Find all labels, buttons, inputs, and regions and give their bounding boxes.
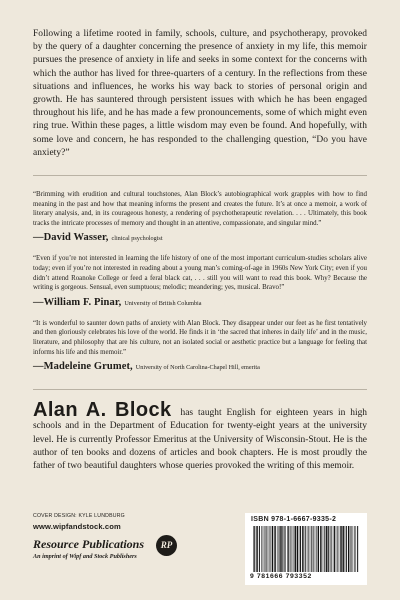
divider xyxy=(33,389,367,390)
barcode-bar xyxy=(339,526,340,572)
cover-design-credit: COVER DESIGN: KYLE LUNDBURG xyxy=(33,513,125,519)
barcode-bar xyxy=(297,526,298,572)
barcode-bar xyxy=(328,526,329,572)
barcode-bar xyxy=(342,526,343,572)
barcode-bar xyxy=(351,526,352,572)
barcode-bar xyxy=(287,526,288,572)
endorsement-attribution xyxy=(33,294,367,310)
author-bio xyxy=(33,399,368,473)
endorser-affiliation: clinical psychologist xyxy=(111,235,163,243)
endorsement xyxy=(33,254,367,309)
endorsement xyxy=(33,319,367,374)
barcode-bar xyxy=(334,526,335,572)
barcode-bar xyxy=(345,526,346,572)
barcode-bar xyxy=(279,526,280,572)
barcode-bar xyxy=(264,526,265,572)
barcode-bar xyxy=(272,526,273,572)
barcode-bar xyxy=(333,526,334,572)
author-name: Alan A. Block xyxy=(33,399,172,422)
barcode-bar xyxy=(337,526,338,572)
barcode xyxy=(251,526,361,572)
barcode-bar xyxy=(305,526,306,572)
barcode-bar xyxy=(307,526,308,572)
endorser-name: —David Wasser, xyxy=(33,232,109,244)
endorsement-quote: “It is wonderful to saunter down paths of anxiety with Alan Block. They disappear under our feet as he first tentatively and then gloriously celebrates his love of the world. He finds it in ‘the sacred that inheres in daily life’ and in the music, literature, and philosophy that are his culture, not an isolated social or aesthetic practice but a language for feeling that informs his life and this memoir.” xyxy=(33,319,367,356)
divider xyxy=(33,175,367,176)
barcode-bar xyxy=(353,526,354,572)
barcode-bar xyxy=(323,526,324,572)
publisher-website: www.wipfandstock.com xyxy=(33,522,121,531)
barcode-bar xyxy=(324,526,325,572)
barcode-bar xyxy=(280,526,281,572)
barcode-bar xyxy=(348,526,349,572)
barcode-bar xyxy=(284,526,285,572)
endorsement-attribution xyxy=(33,358,367,374)
barcode-bar xyxy=(340,526,341,572)
barcode-bar xyxy=(316,526,317,572)
barcode-bar xyxy=(282,526,283,572)
barcode-bar xyxy=(263,526,264,572)
barcode-bar xyxy=(313,526,314,572)
barcode-bar xyxy=(269,526,270,572)
endorser-affiliation: University of British Columbia xyxy=(124,299,202,307)
barcode-bar xyxy=(310,526,311,572)
barcode-bar xyxy=(356,526,357,572)
barcode-bar xyxy=(288,526,289,572)
barcode-bar xyxy=(271,526,272,572)
barcode-bar xyxy=(295,526,296,572)
barcode-bar xyxy=(326,526,327,572)
publisher-logo: RP xyxy=(156,535,177,556)
barcode-bar xyxy=(274,526,275,572)
barcode-bar xyxy=(308,526,309,572)
barcode-bar xyxy=(259,526,260,572)
barcode-bar xyxy=(266,526,267,572)
barcode-bar xyxy=(300,526,301,572)
endorser-name: —Madeleine Grumet, xyxy=(33,361,133,373)
publisher-name: Resource Publications xyxy=(33,537,145,551)
barcode-bar xyxy=(318,526,319,572)
barcode-bar xyxy=(261,526,262,572)
barcode-bar xyxy=(268,526,269,572)
barcode-bar xyxy=(285,526,286,572)
barcode-bar xyxy=(256,526,257,572)
barcode-bar xyxy=(330,526,331,572)
barcode-bar xyxy=(292,526,293,572)
barcode-bar xyxy=(331,526,332,572)
barcode-bar xyxy=(302,526,303,572)
endorsement-attribution xyxy=(33,229,367,245)
cover-footer xyxy=(33,513,367,583)
barcode-bar xyxy=(253,526,254,572)
endorsement-quote: “Even if you’re not interested in learning the life history of one of the most important curriculum-studies scholars alive today; even if you’re not interested in reading about a young man’s coming-of-age in 1960s New York City; even if you didn’t attend Roanoke College or feed a feral black cat, . . . still you will want to read this book. Why? Because the writing is gorgeous. Sensual, even sumptuous; melodic; meandering; yes, musical. Bravo!” xyxy=(33,255,367,292)
barcode-bar xyxy=(357,526,358,572)
barcode-bar xyxy=(315,526,316,572)
barcode-bar xyxy=(336,526,337,572)
publisher-imprint: An imprint of Wipf and Stock Publishers xyxy=(33,553,137,560)
barcode-bar xyxy=(293,526,294,572)
barcode-bar xyxy=(254,526,255,572)
isbn-barcode-box xyxy=(245,513,367,585)
barcode-bar xyxy=(277,526,278,572)
endorser-affiliation: University of North Carolina-Chapel Hill, emerita xyxy=(135,364,260,372)
book-description: Following a lifetime rooted in family, schools, culture, and psychotherapy, provoked by the query of a daughter concerning the presence of anxiety in my life, this memoir pursues the presence of anxiety in life and seeks in some context for the concerns with which the author has lived for three-quarters of a century. In the reflections from these situations and influences, he works his way back to stories of personal origin and growth. He has sauntered through persistent issues with which he has been engaged throughout his life, and he has made a few pronouncements, some of which might even ring true. Within these pages, a little wisdom may even be found. And hopefully, with some love and concern, he has responded to the challenging question, “Do you have anxiety?” xyxy=(33,29,367,158)
endorsement xyxy=(33,190,367,245)
barcode-bar xyxy=(299,526,300,572)
barcode-bar xyxy=(346,526,347,572)
barcode-bar xyxy=(311,526,312,572)
endorser-name: —William F. Pinar, xyxy=(33,296,122,308)
barcode-bar xyxy=(354,526,355,572)
author-bio-text: has taught English for eighteen years in high schools and in the Department of Education for twenty-eight years at the university level. He is currently Professor Emeritus at the University of Wisconsin-Stout. He is the author of ten books and dozens of articles and book chapters. He is most proudly the father of two beautiful daughters whose queries provoked the writing of this memoir. xyxy=(33,408,368,471)
barcode-bar xyxy=(290,526,291,572)
isbn-label: ISBN 978-1-6667-9335-2 xyxy=(251,516,337,523)
barcode-bar xyxy=(320,526,321,572)
endorsement-quote: “Brimming with erudition and cultural touchstones, Alan Block’s autobiographical work grapples with how to find meaning in the past and how that meaning informs the present and creates the future. It’s at once a memoir, a work of literary analysis, and, in its courageous honesty, a rendering of psychotherapeutic revelation. . . . Ultimately, this book tracks the intricate processes of memory and thought in an attentive, compassionate, and singular mind.” xyxy=(33,191,367,227)
barcode-digits: 9 781666 793352 xyxy=(250,573,312,580)
